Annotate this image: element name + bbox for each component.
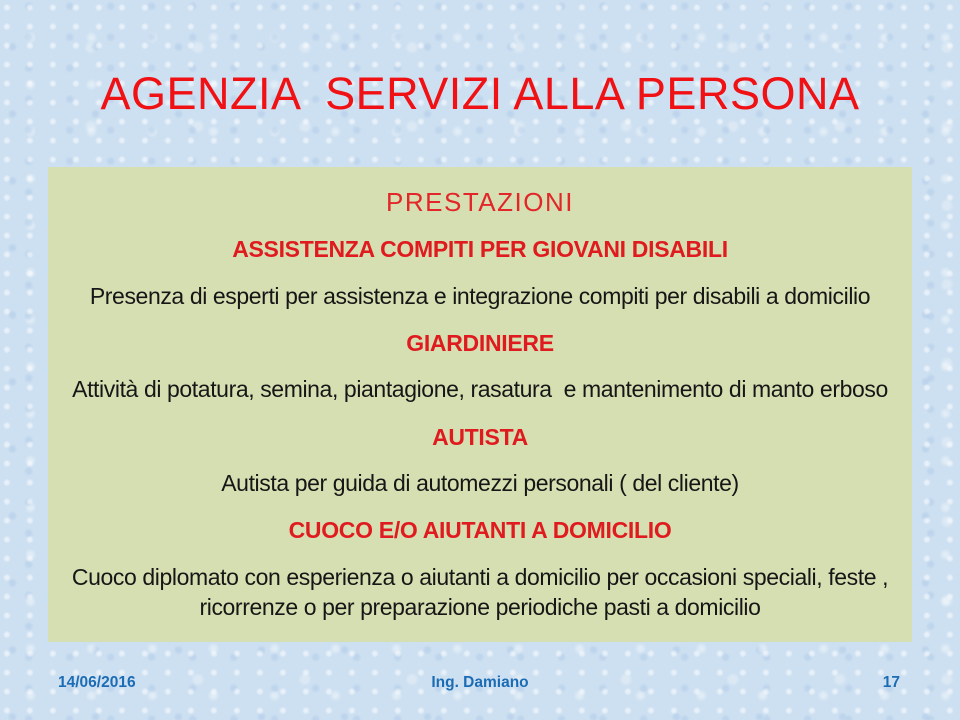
service-description-autista: Autista per guida di automezzi personali ( del cliente) bbox=[221, 469, 739, 496]
service-description-giardiniere: Attività di potatura, semina, piantagione, rasatura e mantenimento di manto erboso bbox=[72, 376, 888, 403]
footer-date: 14/06/2016 bbox=[58, 674, 136, 691]
slide-title: AGENZIA SERVIZI ALLA PERSONA bbox=[100, 68, 860, 119]
box-heading: PRESTAZIONI bbox=[386, 186, 574, 217]
service-description-cuoco: Cuoco diplomato con esperienza o aiutanti a domicilio per occasioni speciali, feste , ricorrenze o per preparazione periodiche pasti a domicilio bbox=[71, 563, 895, 620]
service-description-assistenza: Presenza di esperti per assistenza e integrazione compiti per disabili a domicilio bbox=[89, 282, 871, 309]
service-label-assistenza: ASSISTENZA COMPITI PER GIOVANI DISABILI bbox=[232, 236, 728, 263]
footer-page-number: 17 bbox=[882, 674, 900, 691]
service-label-cuoco: CUOCO E/O AIUTANTI A DOMICILIO bbox=[288, 517, 672, 544]
service-label-giardiniere: GIARDINIERE bbox=[406, 329, 554, 356]
service-label-autista: AUTISTA bbox=[432, 423, 528, 450]
footer-author: Ing. Damiano bbox=[431, 674, 529, 691]
prestazioni-box bbox=[48, 167, 912, 642]
slide-footer bbox=[0, 672, 960, 696]
